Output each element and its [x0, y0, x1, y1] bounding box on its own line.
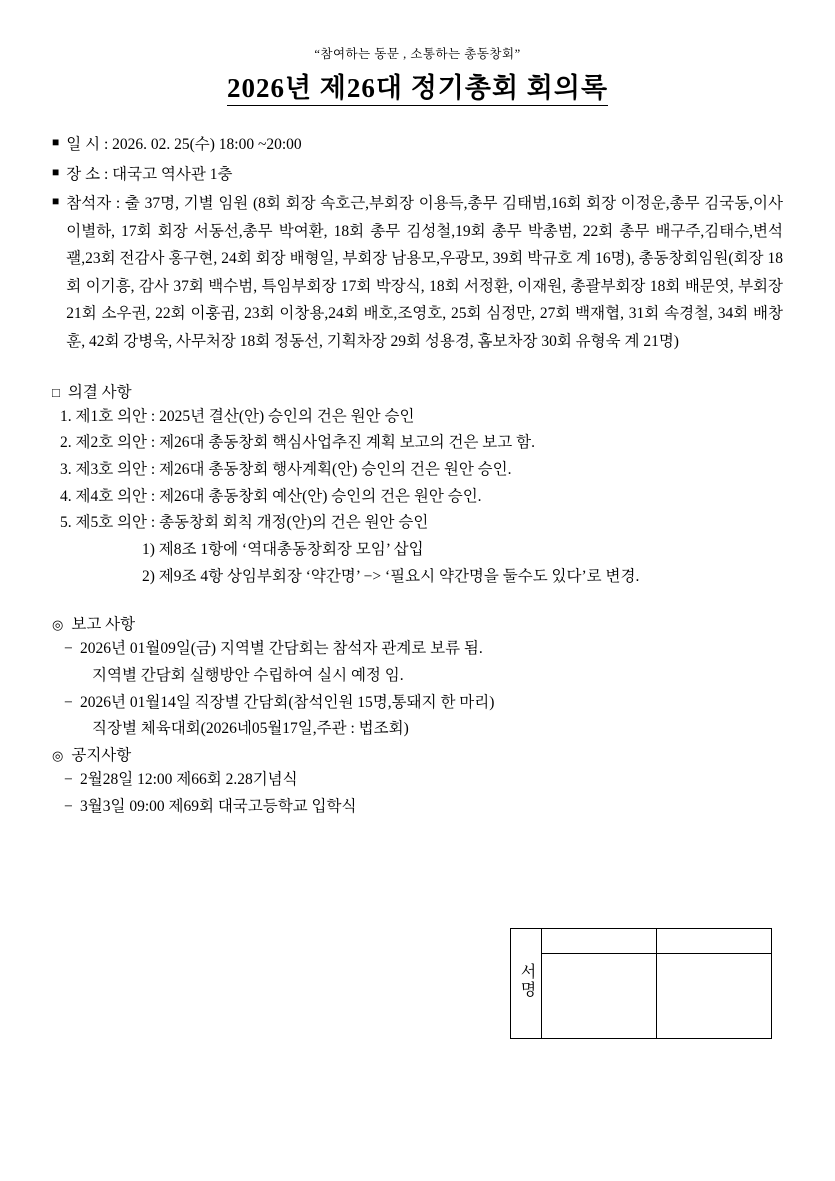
- square-bullet-icon: ■: [52, 194, 60, 209]
- notices-list: [52, 767, 783, 820]
- attendees-row: [52, 190, 783, 355]
- resolution-5: 5. 제5호 의안 : 총동창회 회칙 개정(안)의 건은 원안 승인: [60, 514, 429, 532]
- table-row: [511, 954, 772, 1039]
- meta-section: [52, 131, 783, 356]
- list-item: [142, 537, 783, 564]
- page-title-text: 2026년 제26대 정기총회 회의록: [227, 73, 608, 106]
- reports-list: [52, 636, 783, 743]
- resolutions-heading-text: 의결 사항: [67, 383, 132, 401]
- place-line: [66, 161, 783, 189]
- page-title: [52, 66, 783, 105]
- list-item: [64, 794, 783, 821]
- reports-heading-text: 보고 사항: [71, 616, 136, 634]
- notice-2: 3월3일 09:00 제69회 대국고등학교 입학식: [80, 797, 357, 815]
- resolutions-heading: [52, 380, 783, 402]
- resolutions-section: [52, 380, 783, 591]
- resolutions-list: [52, 404, 783, 591]
- list-item: [60, 510, 783, 537]
- resolution-3: 3. 제3호 의안 : 제26대 총동창회 행사계획(안) 승인의 건은 원안 승인.: [60, 460, 512, 478]
- reports-heading: [52, 612, 783, 634]
- report-2-line-1: 2026년 01월14일 직장별 간담회(참석인원 15명,통돼지 한 마리): [80, 693, 495, 711]
- date-line: [66, 131, 783, 159]
- signature-table: [510, 928, 772, 1039]
- signature-cell-1[interactable]: [542, 929, 657, 954]
- resolution-5-subitems: [60, 537, 783, 590]
- resolution-2: 2. 제2호 의안 : 제26대 총동창회 핵심사업추진 계획 보고의 건은 보고 함.: [60, 434, 535, 452]
- list-item: [60, 430, 783, 457]
- date-label: 일 시 :: [66, 136, 109, 153]
- place-row: [52, 161, 783, 189]
- list-item: [64, 690, 783, 717]
- square-bullet-icon: ■: [52, 135, 60, 149]
- signature-cell-4[interactable]: [657, 954, 772, 1039]
- dash-marker: −: [64, 693, 73, 711]
- report-1-line-1: 2026년 01월09일(금) 지역별 간담회는 참석자 관계로 보류 됨.: [80, 640, 483, 658]
- dash-marker: −: [64, 797, 73, 815]
- open-square-bullet-icon: □: [52, 384, 60, 400]
- signature-block: [510, 928, 772, 1039]
- double-circle-bullet-icon: ◎: [52, 747, 64, 763]
- table-row: [511, 929, 772, 954]
- list-item: [60, 484, 783, 511]
- resolution-4: 4. 제4호 의안 : 제26대 총동창회 예산(안) 승인의 건은 원안 승인.: [60, 487, 482, 505]
- dash-marker: −: [64, 640, 73, 658]
- resolution-1: 1. 제1호 의안 : 2025년 결산(안) 승인의 건은 원안 승인: [60, 407, 415, 425]
- notices-section: [52, 743, 783, 820]
- attendees-line: [66, 190, 783, 355]
- signature-label: 서명: [518, 962, 535, 999]
- signature-cell-2[interactable]: [657, 929, 772, 954]
- report-2-line-2: 직장별 체육대회(2026네05월17일,주관 : 법조회): [92, 720, 409, 738]
- report-1-line-2: 지역별 간담회 실행방안 수립하여 실시 예정 임.: [92, 666, 404, 684]
- notices-heading: [52, 743, 783, 765]
- reports-section: [52, 612, 783, 743]
- place-label: 장 소 :: [66, 165, 109, 183]
- double-circle-bullet-icon: ◎: [52, 617, 64, 633]
- report-2-line-2-wrap: [64, 716, 783, 743]
- signature-cell-3[interactable]: [542, 954, 657, 1039]
- list-item: [64, 636, 783, 663]
- slogan-text: “참여하는 동문 , 소통하는 총동창회”: [314, 47, 521, 61]
- date-row: [52, 131, 783, 159]
- resolution-5-sub-1: 1) 제8조 1항에 ‘역대총동창회장 모임’ 삽입: [142, 540, 424, 558]
- list-item: [142, 564, 783, 591]
- square-bullet-icon: ■: [52, 164, 60, 179]
- attendees-value: 출 37명, 기별 임원 (8회 회장 속호근,부회장 이용득,총무 김태범,16회 회장 이정운,총무 김국동,이사 이별하, 17회 회장 서동선,총무 박여환, 18회 총무 김성철,19회 총무 박총범, 22회 총무 배구주,김태수,변석괠,23회 전감사 홍구현, 24회 회장 배형일, 부회장 남용모,우광모, 39회 박규호 계 16명), 총동창회임원(회장 18회 이기흥, 감사 37회 백수범, 특임부회장 17회 박장식, 18회 서정환, 이재원, 총괄부회장 18회 배문엿, 부회장 21회 소우권, 22회 이훙귐, 23회 이창용,24회 배호,조영호, 25회 심정만, 27회 백재협, 31회 속경철, 34회 배창훈, 42회 강병욱, 사무처장 18회 정동선, 기획차장 29회 성용경, 홈보차장 30회 유형욱 계 21명): [66, 195, 783, 351]
- list-item: [64, 767, 783, 794]
- resolution-5-sub-2: 2) 제9조 4항 상임부회장 ‘약간명’ −> ‘필요시 약간명을 둘수도 있다’로 변경.: [142, 567, 640, 585]
- signature-label-cell: [511, 929, 542, 1039]
- date-value: 2026. 02. 25(수) 18:00 ~20:00: [112, 136, 302, 153]
- notices-heading-text: 공지사항: [71, 746, 132, 764]
- place-value: 대국고 역사관 1충: [112, 165, 233, 183]
- report-1-line-2-wrap: [64, 663, 783, 690]
- notice-1: 2월28일 12:00 제66회 2.28기념식: [80, 770, 298, 788]
- attendees-label: 참석자 :: [66, 195, 121, 213]
- list-item: [60, 404, 783, 431]
- list-item: [60, 457, 783, 484]
- dash-marker: −: [64, 770, 73, 788]
